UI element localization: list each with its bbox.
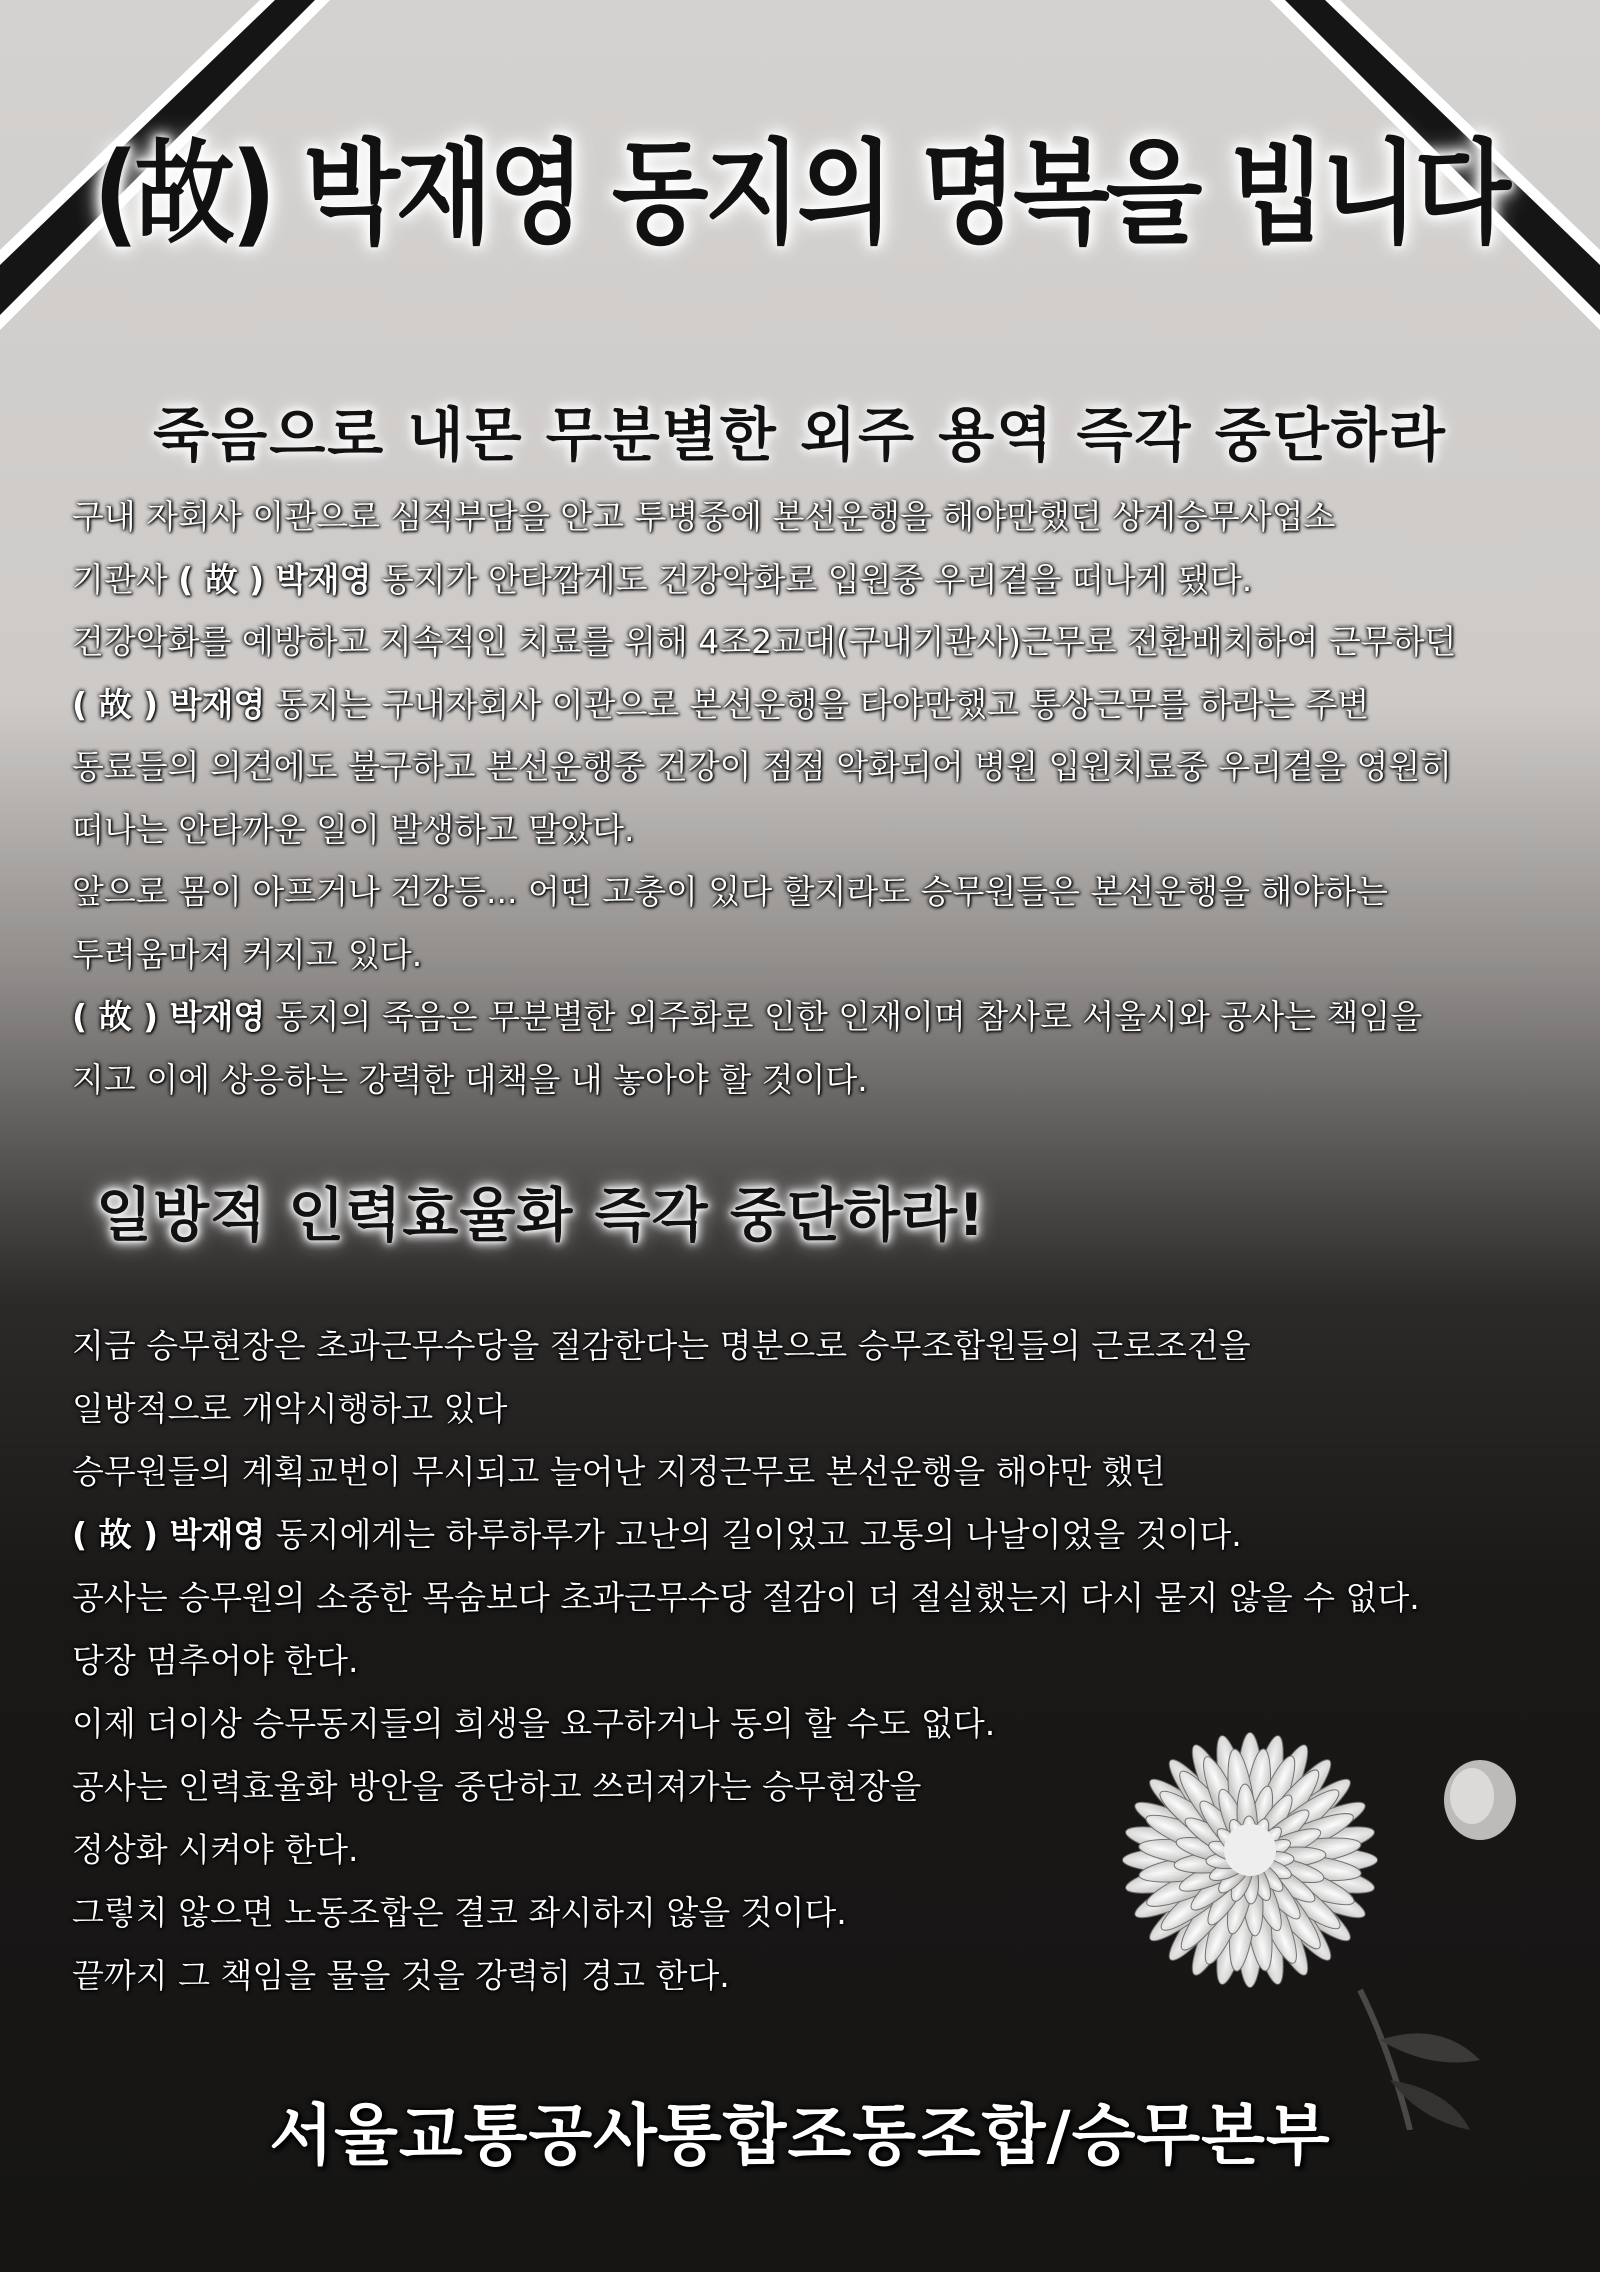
body-line: 떠나는 안타까운 일이 발생하고 말았다. [72, 809, 635, 849]
body-line: ( 故 ) 박재영 동지에게는 하루하루가 고난의 길이었고 고통의 나날이었을 것이다. [72, 1515, 1242, 1554]
body-line: 승무원들의 계획교번이 무시되고 늘어난 지정근무로 본선운행을 해야만 했던 [72, 1452, 1166, 1491]
body-line: 그렇치 않으면 노동조합은 결코 좌시하지 않을 것이다. [72, 1893, 847, 1932]
body-line: 공사는 승무원의 소중한 목숨보다 초과근무수당 절감이 더 절실했는지 다시 묻지 않을 수 없다. [72, 1578, 1420, 1617]
chrysanthemum-image [1060, 1690, 1540, 2130]
union-name: 서울교통공사통합조동조합/승무본부 [269, 2097, 1331, 2174]
body-line: 공사는 인력효율화 방안을 중단하고 쓰러져가는 승무현장을 [72, 1767, 922, 1806]
body-line: 당장 멈추어야 한다. [72, 1641, 359, 1680]
body-line: 이제 더이상 승무동지들의 희생을 요구하거나 동의 할 수도 없다. [72, 1704, 996, 1743]
body-line: 구내 자회사 이관으로 심적부담을 안고 투병중에 본선운행을 해야만했던 상계승무사업소 [72, 497, 1336, 536]
section2-heading: 일방적 인력효율화 즉각 중단하라! [96, 1181, 986, 1249]
body-line: ( 故 ) 박재영 동지는 구내자회사 이관으로 본선운행을 타야만했고 통상근무를 하라는 주변 [72, 684, 1370, 724]
body-line: 일방적으로 개악시행하고 있다 [72, 1389, 508, 1428]
body-line: 두려움마져 커지고 있다. [72, 934, 423, 974]
section1-heading: 죽음으로 내몬 무분별한 외주 용역 즉각 중단하라 [153, 401, 1447, 469]
body-line: 기관사 ( 故 ) 박재영 동지가 안타깝게도 건강악화로 입원중 우리곁을 떠나게 됐다. [72, 559, 1253, 599]
body-line: ( 故 ) 박재영 동지의 죽음은 무분별한 외주화로 인한 인재이며 참사로 서울시와 공사는 책임을 [72, 997, 1423, 1036]
body-line: 지고 이에 상응하는 강력한 대책을 내 놓아야 할 것이다. [72, 1059, 868, 1099]
body-line: 동료들의 의견에도 불구하고 본선운행중 건강이 점점 악화되어 병원 입원치료중 우리곁을 영원히 [72, 747, 1453, 786]
page-title: (故) 박재영 동지의 명복을 빕니다 [93, 128, 1507, 260]
section1-body [72, 486, 1552, 1111]
body-line: 정상화 시켜야 한다. [72, 1830, 359, 1869]
body-line: 앞으로 몸이 아프거나 건강등... 어떤 고충이 있다 할지라도 승무원들은 본선운행을 해야하는 [72, 872, 1388, 911]
body-line: 끝까지 그 책임을 물을 것을 강력히 경고 한다. [72, 1956, 730, 1995]
body-line: 지금 승무현장은 초과근무수당을 절감한다는 명분으로 승무조합원들의 근로조건을 [72, 1326, 1251, 1365]
body-line: 건강악화를 예방하고 지속적인 치료를 위해 4조2교대(구내기관사)근무로 전환배치하여 근무하던 [72, 622, 1457, 661]
